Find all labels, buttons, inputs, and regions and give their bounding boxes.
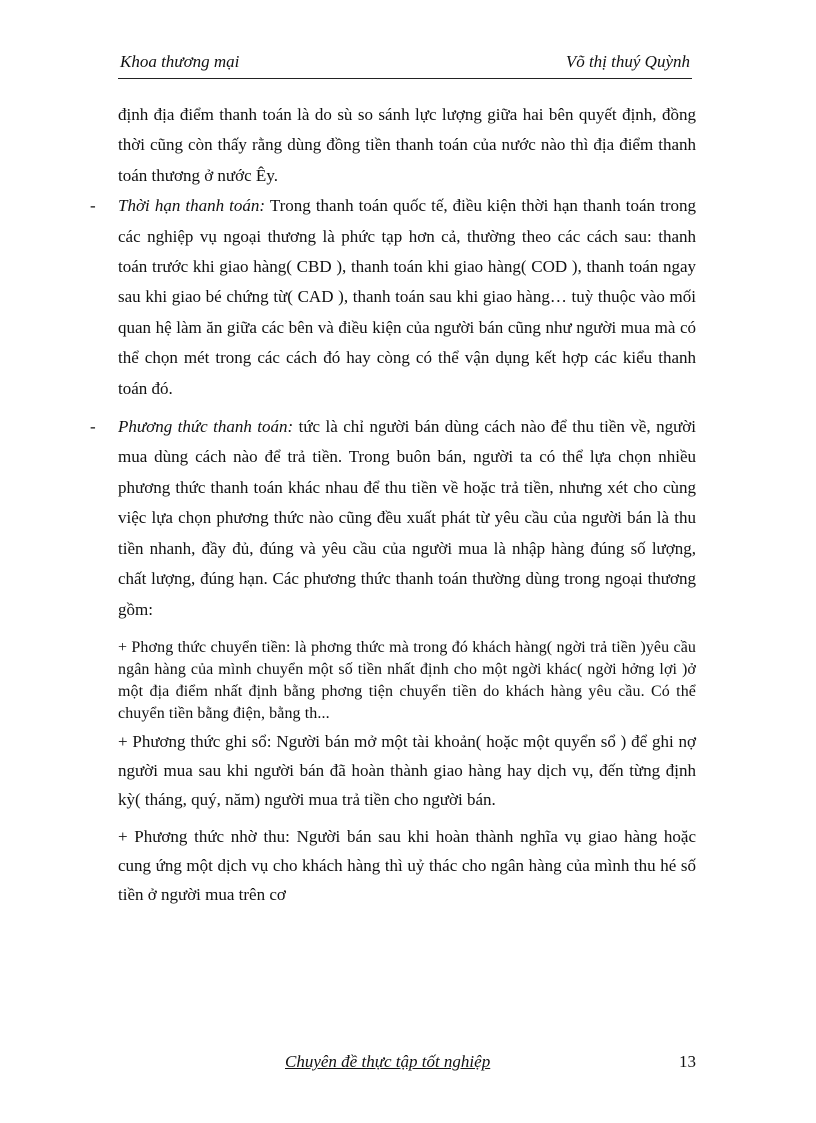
bullet-text: Trong thanh toán quốc tế, điều kiện thời hạn thanh toán trong các nghiệp vụ ngoại thương là phức tạp hơn cả, thường theo các cách sau: thanh toán trước khi giao hàng( CBD ), thanh toán khi giao hàng( COD ), thanh toán ngay sau khi giao bé chứng từ( CAD ), thanh toán sau khi giao hàng… tuỳ thuộc vào mối quan hệ làm ăn giữa các bên và điều kiện của người bán cũng như người mua mà có thể chọn mét trong các cách đó hay còng có thể vận dụng kết hợp các kiểu thanh toán đó.	[118, 196, 697, 398]
intro-paragraph: định địa điểm thanh toán là do sù so sánh lực lượng giữa hai bên quyết định, đồng thời cũng còn thấy rằng dùng đồng tiền thanh toán của nước nào thì địa điểm thanh toán thương ở nước Êy.	[118, 105, 696, 185]
bullet-dash: -	[90, 196, 96, 216]
method-transfer: + Phơng thức chuyển tiền: là phơng thức mà trong đó khách hàng( ngời trả tiền )yêu cầu ngân hàng của mình chuyển một số tiền nhất định cho một ngời khác( ngời hởng lợi )ở một địa điểm nhất định bằng phơng tiện chuyển tiền do khách hàng yêu cầu. Có thể chuyển tiền bằng điện, bằng th...	[118, 638, 696, 722]
bullet-text: tức là chỉ người bán dùng cách nào để thu tiền về, người mua dùng cách nào để trả tiền. Trong buôn bán, người ta có thể lựa chọn nhiều phương thức thanh toán khác nhau để thu tiền về hoặc trả tiền, nhưng xét cho cùng việc lựa chọn phương thức nào cũng đều xuất phát từ yêu cầu của người bán là thu tiền nhanh, đầy đủ, đúng và yêu cầu của người mua là nhập hàng đúng số lượng, chất lượng, đúng hạn. Các phương thức thanh toán thường dùng trong ngoại thương gồm:	[118, 417, 696, 619]
page-number: 13	[679, 1052, 696, 1071]
bullet-dash: -	[90, 417, 96, 437]
page-footer	[118, 1052, 698, 1078]
method-open-account: + Phương thức ghi sổ: Người bán mở một tài khoản( hoặc một quyển sổ ) để ghi nợ người mua sau khi người bán đã hoàn thành giao hàng hay dịch vụ, đến từng định kỳ( tháng, quý, năm) người mua trả tiền cho người bán.	[118, 731, 696, 809]
bullet-payment-method	[90, 412, 696, 625]
bullet-term: Phương thức thanh toán:	[118, 417, 294, 437]
body-text	[90, 100, 697, 909]
header-faculty: Khoa thương mại	[120, 52, 240, 71]
footer-title: Chuyên đề thực tập tốt nghiệp	[285, 1052, 491, 1071]
bullet-term: Thời hạn thanh toán:	[118, 196, 266, 216]
header-author: Võ thị thuý Quỳnh	[565, 52, 690, 71]
page-header	[118, 52, 692, 79]
method-collection: + Phương thức nhờ thu: Người bán sau khi hoàn thành nghĩa vụ giao hàng hoặc cung ứng một dịch vụ cho khách hàng thì uỷ thác cho ngân hàng của mình thu hé số tiền ở người mua trên cơ	[118, 826, 696, 904]
bullet-payment-term	[90, 191, 697, 404]
